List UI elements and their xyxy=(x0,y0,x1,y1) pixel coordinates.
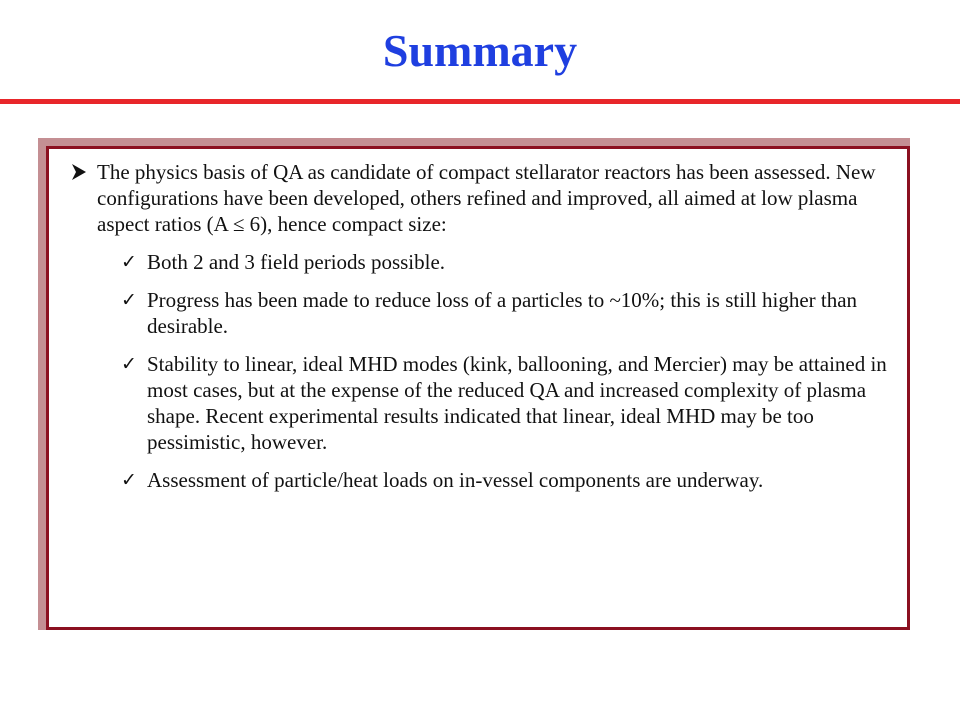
list-item xyxy=(49,351,909,455)
content-box xyxy=(46,146,910,630)
sub-point-list xyxy=(49,249,909,493)
content-text xyxy=(49,159,909,493)
checkmark-icon: ✓ xyxy=(121,353,137,375)
sub-point-text: Stability to linear, ideal MHD modes (kink, ballooning, and Mercier) may be attained in most cases, but at the expense of the reduced QA and increased complexity of plasma shape. Recent experimental results indicated that linear, ideal MHD may be too pessimistic, however. xyxy=(147,352,887,454)
sub-point-text: Assessment of particle/heat loads on in-vessel components are underway. xyxy=(147,468,764,492)
list-item xyxy=(49,249,909,275)
main-point xyxy=(49,159,909,237)
checkmark-icon: ✓ xyxy=(121,289,137,311)
list-item xyxy=(49,467,909,493)
checkmark-icon: ✓ xyxy=(121,469,137,491)
arrow-bullet-icon xyxy=(71,163,87,181)
list-item xyxy=(49,287,909,339)
checkmark-icon: ✓ xyxy=(121,251,137,273)
title-divider xyxy=(0,99,960,104)
sub-point-text: Both 2 and 3 field periods possible. xyxy=(147,250,446,274)
sub-point-text: Progress has been made to reduce loss of a particles to ~10%; this is still higher than desirable. xyxy=(147,288,858,338)
slide-title: Summary xyxy=(382,25,578,76)
main-point-text: The physics basis of QA as candidate of compact stellarator reactors has been assessed. New configurations have been developed, others refined and improved, all aimed at low plasma aspect ratios (A ≤ 6), hence compact size: xyxy=(97,160,876,236)
